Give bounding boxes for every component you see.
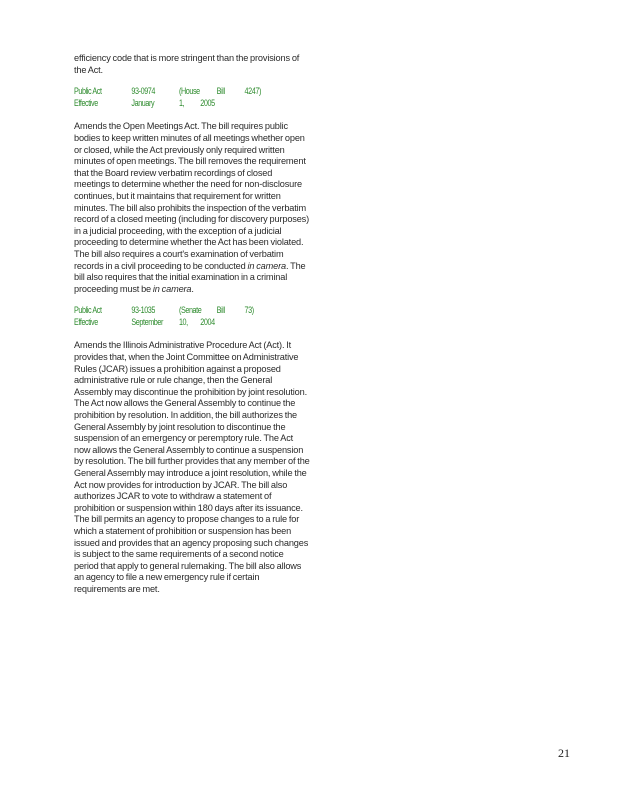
act-heading-2 — [74, 305, 310, 328]
text-column — [74, 53, 310, 596]
bill-word: Bill — [216, 305, 225, 316]
bill-number: 4247) — [244, 86, 261, 97]
effective-label: Effective — [74, 316, 98, 327]
effective-day: 10, — [178, 316, 188, 327]
act-heading-1 — [74, 86, 310, 109]
effective-month: September — [131, 316, 163, 327]
bill-number: 73) — [244, 305, 254, 316]
effective-line — [74, 98, 268, 110]
act-body-text: Amends the Open Meetings Act. The bill requires public bodies to keep written minutes of all meetings whether open or closed, while the Act previously only required written minutes of open meetings. The bill removes the requirement that the Board review verbatim recordings of closed meetings to determine whether the need for non-disclosure continues, but it maintains that requirement for written minutes. The bill also prohibits the inspection of the verbatim record of a closed meeting (including for discovery purposes) in a judicial proceeding, with the exception of a judicial proceeding to determine whether the Act has been violated. The bill also requires a court's examination of verbatim records in a civil proceeding to be conducted — [74, 121, 310, 271]
effective-year: 2004 — [200, 316, 215, 327]
act-body-text: . — [191, 283, 194, 294]
act-number: 93-1035 — [131, 305, 156, 316]
bill-word: Bill — [216, 86, 225, 97]
emphasis-in-camera: in camera — [247, 260, 286, 271]
act-heading-line — [74, 86, 268, 98]
emphasis-in-camera: in camera — [152, 283, 192, 294]
effective-day: 1, — [178, 97, 185, 108]
effective-month: January — [131, 97, 155, 108]
bill-chamber: (House — [178, 86, 200, 97]
effective-line — [74, 317, 268, 329]
bill-chamber: (Senate — [178, 305, 202, 316]
page-number: 21 — [558, 746, 570, 760]
effective-year: 2005 — [200, 97, 215, 108]
act-body-1 — [74, 121, 310, 295]
effective-label: Effective — [74, 97, 98, 108]
intro-paragraph: efficiency code that is more stringent than the provisions of the Act. — [74, 53, 300, 75]
act-number: 93-0974 — [131, 86, 156, 97]
act-body-2: Amends the Illinois Administrative Procedure Act (Act). It provides that, when the Joint Committee on Administrative Rules (JCAR) issues a prohibition against a proposed administrative rule or rule change, then the General Assembly may discontinue the prohibition by joint resolution. The Act now allows the General Assembly to continue the prohibition by resolution. In addition, the bill authorizes the General Assembly by joint resolution to discontinue the suspension of an emergency or peremptory rule. The Act now allows the General Assembly to continue a suspension by resolution. The bill further provides that any member of the General Assembly may introduce a joint resolution, while the Act now provides for introduction by JCAR. The bill also authorizes JCAR to vote to withdraw a statement of prohibition or suspension within 180 days after its issuance. The bill permits an agency to propose changes to a rule for which a statement of prohibition or suspension has been issued and provides that an agency proposing such changes is subject to the same requirements of a second notice period that apply to general rulemaking. The bill also allows an agency to file a new emergency rule if certain requirements are met. — [74, 340, 310, 594]
act-label: Public Act — [74, 305, 102, 316]
act-label: Public Act — [74, 86, 102, 97]
act-body-text: . The bill also requires that the initial examination in a criminal proceeding must be — [74, 260, 306, 294]
act-heading-line — [74, 305, 268, 317]
